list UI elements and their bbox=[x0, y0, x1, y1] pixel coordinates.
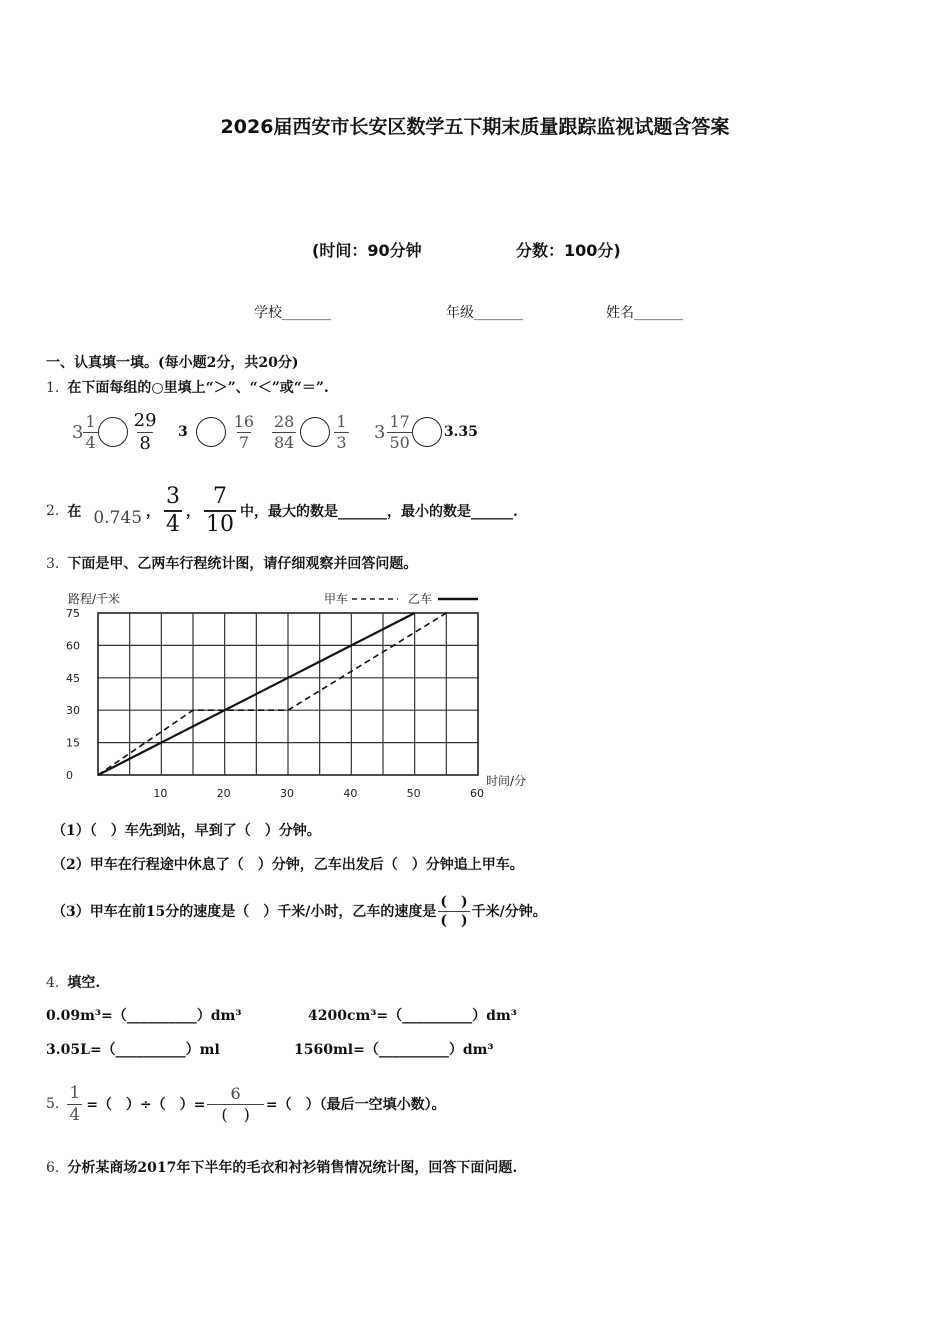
legend-b-label: 乙车 bbox=[408, 592, 433, 606]
fill-blank[interactable]: 1560ml=（__________）dm³ bbox=[294, 1042, 494, 1058]
x-tick-label: 60 bbox=[470, 787, 484, 800]
y-tick-label: 75 bbox=[66, 607, 80, 620]
number: 3.35 bbox=[443, 424, 478, 440]
school-field[interactable]: 学校_______ bbox=[254, 305, 331, 321]
question-6 bbox=[46, 1157, 517, 1177]
question-text: 分析某商场2017年下半年的毛衣和衬衫销售情况统计图，回答下面问题. bbox=[67, 1160, 518, 1176]
exam-score: 分数：100分) bbox=[516, 241, 621, 260]
x-axis-title: 时间/分 bbox=[486, 774, 527, 788]
compare-circle[interactable] bbox=[196, 417, 226, 447]
fill-blank[interactable]: 4200cm³=（__________）dm³ bbox=[308, 1008, 517, 1024]
legend-a-label: 甲车 bbox=[324, 592, 349, 606]
compare-circle[interactable] bbox=[412, 417, 442, 447]
grade-field[interactable]: 年级_______ bbox=[446, 305, 523, 321]
fraction: $\frac{1}{3}$ bbox=[336, 411, 347, 452]
compare-circle[interactable] bbox=[300, 417, 330, 447]
x-tick-label: 20 bbox=[216, 787, 231, 800]
y-tick-label: 15 bbox=[66, 736, 80, 750]
question-text: 下面是甲、乙两车行程统计图，请仔细观察并回答问题。 bbox=[67, 556, 418, 572]
question-text: 填空. bbox=[67, 975, 101, 991]
answer-fraction[interactable]: $\frac{6}{( )}$ bbox=[207, 1086, 264, 1123]
exam-time: (时间：90分钟 bbox=[312, 241, 422, 260]
compare-group-1 bbox=[72, 410, 159, 454]
chart-grid bbox=[98, 613, 478, 775]
chart-series bbox=[98, 613, 446, 775]
fraction: $\frac{16}{7}$ bbox=[233, 411, 255, 452]
decimal-value: 0.745 bbox=[93, 508, 143, 528]
question-3-part-3: （3）甲车在前15分的速度是（ ）千米/小时，乙车的速度是 $\frac{( )}{( )}$ 千米/分钟。 bbox=[52, 893, 547, 929]
x-tick-label: 40 bbox=[343, 787, 358, 800]
question-number: 4. bbox=[46, 975, 60, 991]
question-number: 2. bbox=[46, 503, 60, 519]
y-tick-label: 60 bbox=[66, 639, 80, 653]
fraction: $\frac{17}{50}$ bbox=[389, 411, 410, 452]
y-tick-label: 30 bbox=[66, 704, 80, 718]
fraction: $\frac{7}{10}$ bbox=[206, 484, 235, 537]
fill-blank[interactable]: 0.09m³=（__________）dm³ bbox=[46, 1008, 242, 1024]
y-tick-label: 0 bbox=[66, 769, 73, 782]
question-text: 在下面每组的○里填上“＞”、“＜”或“＝”. bbox=[67, 380, 329, 396]
compare-group-2 bbox=[178, 410, 256, 454]
question-number: 5. bbox=[46, 1096, 60, 1112]
fraction: $\frac{28}{84}$ bbox=[274, 411, 295, 452]
mixed-whole: 3 bbox=[374, 421, 386, 443]
x-tick-label: 30 bbox=[280, 787, 294, 800]
name-field[interactable]: 姓名_______ bbox=[606, 305, 683, 321]
question-4 bbox=[46, 972, 100, 992]
y-tick-label: 45 bbox=[66, 671, 80, 685]
compare-circle[interactable] bbox=[98, 417, 128, 447]
section-heading: 一、认真填一填。(每小题2分，共20分) bbox=[46, 355, 299, 371]
question-3 bbox=[46, 553, 417, 573]
question-2: 2. 在 0.745 ， $\frac{3}{4}$ ， $\frac{7}{10}$ 中，最大的数是_______，最小的数是______. bbox=[46, 484, 518, 537]
question-5: 5. $\frac{1}{4}$ =（ ）÷（ ）= $\frac{6}{( )}$ =（ ）（最后一空填小数）。 bbox=[46, 1082, 446, 1125]
fill-blank[interactable]: 3.05L=（__________）ml bbox=[46, 1042, 220, 1058]
fraction: $\frac{29}{8}$ bbox=[133, 409, 157, 454]
fraction: $\frac{3}{4}$ bbox=[166, 484, 181, 537]
question-text: 中，最大的数是_______，最小的数是______. bbox=[240, 504, 518, 520]
question-number: 6. bbox=[46, 1160, 60, 1176]
question-number: 1. bbox=[46, 380, 60, 396]
compare-group-3 bbox=[272, 410, 349, 454]
travel-chart bbox=[46, 585, 546, 807]
y-tick-labels bbox=[66, 607, 80, 782]
x-tick-label: 10 bbox=[153, 787, 168, 800]
question-text: 在 bbox=[67, 504, 82, 520]
x-tick-label: 50 bbox=[406, 787, 421, 800]
answer-fraction[interactable]: $\frac{( )}{( )}$ bbox=[440, 893, 468, 929]
mixed-whole: 3 bbox=[72, 421, 84, 443]
question-1 bbox=[46, 377, 329, 397]
fraction: $\frac{1}{4}$ bbox=[69, 1082, 81, 1125]
x-tick-labels bbox=[153, 787, 484, 800]
y-axis-title: 路程/千米 bbox=[68, 592, 121, 606]
compare-group-4 bbox=[374, 410, 478, 454]
fraction: $\frac{1}{4}$ bbox=[85, 411, 96, 452]
page-title: 2026届西安市长安区数学五下期末质量跟踪监视试题含答案 bbox=[220, 116, 730, 138]
question-3-part-1: （1）（ ）车先到站，早到了（ ）分钟。 bbox=[52, 823, 321, 839]
question-number: 3. bbox=[46, 556, 60, 572]
question-3-part-2: （2）甲车在行程途中休息了（ ）分钟，乙车出发后（ ）分钟追上甲车。 bbox=[52, 857, 524, 873]
number: 3 bbox=[178, 424, 188, 440]
series-line-jia bbox=[98, 613, 446, 775]
